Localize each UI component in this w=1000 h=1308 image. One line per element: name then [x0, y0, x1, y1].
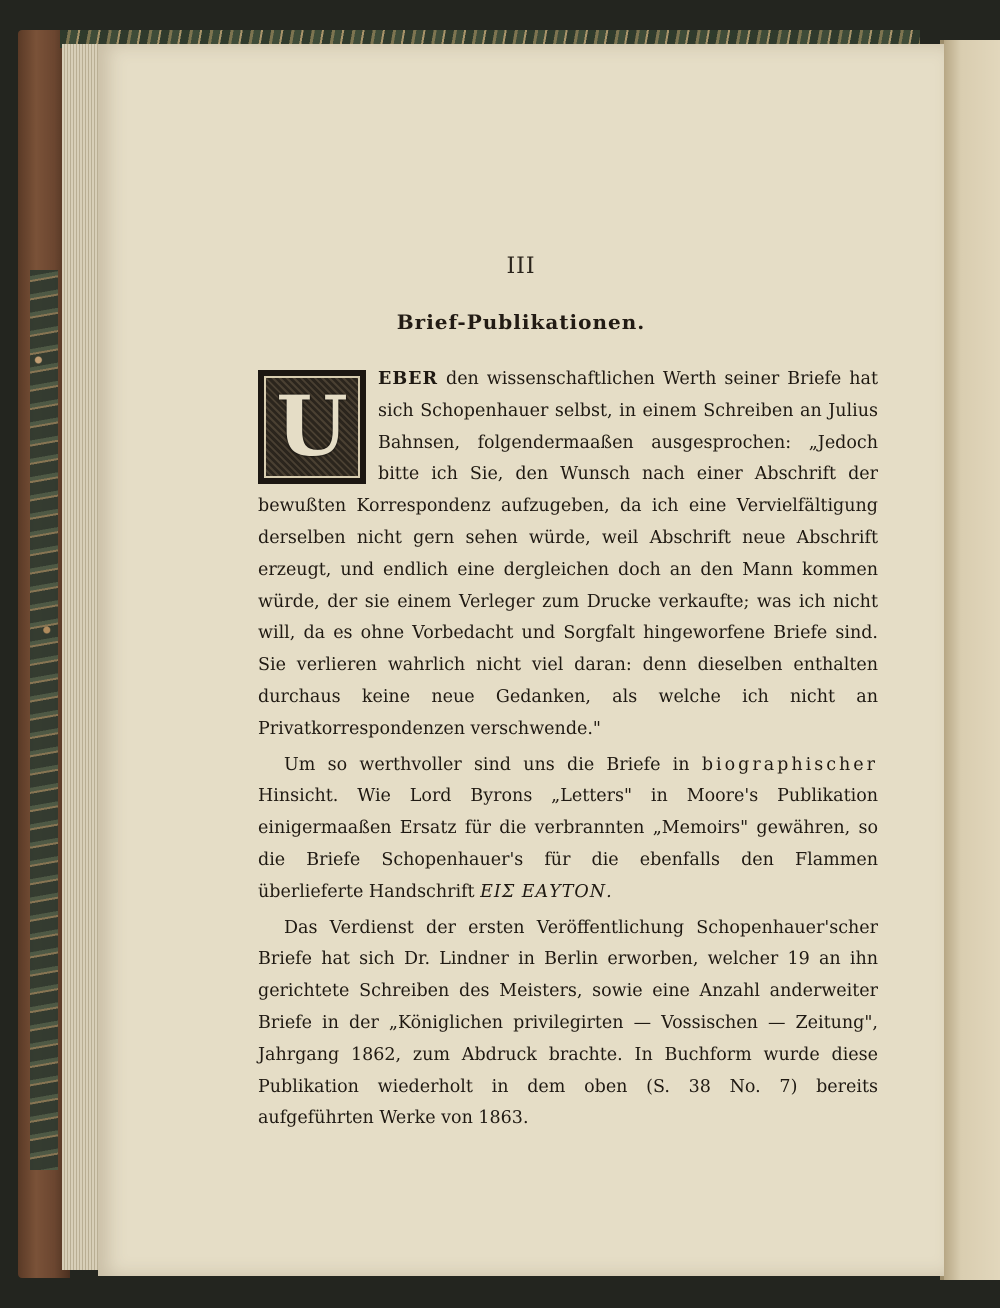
- opening-word: EBER: [378, 369, 439, 389]
- page-stack-edges: [62, 44, 102, 1270]
- chapter-title: Brief-Publikationen.: [396, 310, 646, 334]
- decorated-initial: [258, 370, 366, 484]
- initial-letter: U: [276, 379, 348, 475]
- greek-title: ΕΙΣ ΕΑΥΤΟΝ.: [480, 881, 613, 902]
- facing-page: [944, 40, 1000, 1280]
- book-page: [98, 44, 944, 1276]
- marbled-spine: [30, 270, 58, 1170]
- chapter-number: III: [506, 254, 536, 279]
- paragraph-1-text: den wissenschaftlichen Werth seiner Briefe hat sich Schopenhauer selbst, in einem Schreiben an Julius Bahnsen, folgendermaaßen ausgesprochen: „Jedoch bitte ich Sie, den Wunsch nach einer Abschrift der bewußten Korrespondenz aufzugeben, da ich eine Vervielfältigung derselben nicht gern sehen würde, weil Abschrift neue Abschrift erzeugt, und endlich eine dergleichen doch an den Mann kommen würde, der sie einem Verleger zum Drucke verkaufte; was ich nicht will, da es ohne Vorbedacht und Sorgfalt hingeworfene Briefe sind. Sie verlieren wahrlich nicht viel daran: denn dieselben enthalten durchaus keine neue Gedanken, als welche ich nicht an Privatkorrespondenzen verschwende.": [258, 369, 878, 739]
- paragraph-2: [258, 750, 878, 909]
- paragraph-1: [258, 364, 878, 746]
- body-text: [258, 364, 878, 1139]
- paragraph-3: Das Verdienst der ersten Veröffentlichung Schopenhauer'scher Briefe hat sich Dr. Lindner in Berlin erworben, welcher 19 an ihn gerichtete Schreiben des Meisters, sowie eine Anzahl anderweiter Briefe in der „Königlichen privilegirten — Vossischen — Zeitung", Jahrgang 1862, zum Abdruck brachte. In Buchform wurde diese Publikation wiederholt in dem oben (S. 38 No. 7) bereits aufgeführten Werke von 1863.: [258, 917, 878, 1129]
- emphasis-biographischer: biographischer: [701, 754, 878, 775]
- paragraph-2-after: Hinsicht. Wie Lord Byrons „Letters" in Moore's Publikation einigermaaßen Ersatz für die verbrannten „Memoirs" gewähren, so die Briefe Schopenhauer's für die ebenfalls den Flammen überlieferte Handschrift: [258, 786, 878, 902]
- paragraph-2-before: Um so werthvoller sind uns die Briefe in: [284, 754, 702, 775]
